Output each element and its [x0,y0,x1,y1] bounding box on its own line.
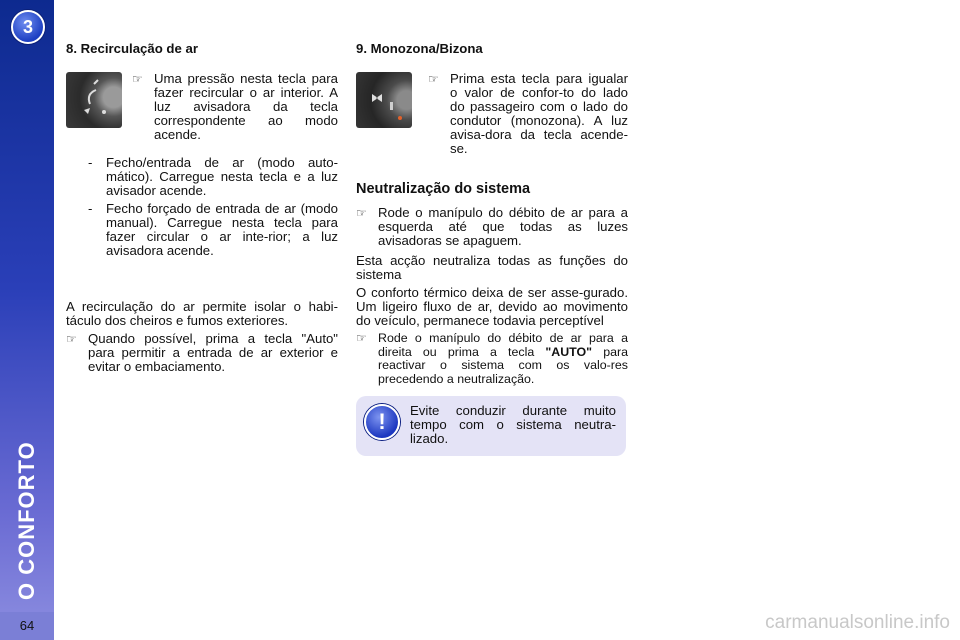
section-heading-recirculation: 8. Recirculação de ar [66,41,198,56]
section-heading-neutralization: Neutralização do sistema [356,181,531,197]
recirculation-note: A recirculação do ar permite isolar o habi-táculo dos cheiros e fumos exteriores. [66,299,338,328]
chapter-title: O CONFORTO [14,441,39,600]
auto-advice-text: Quando possível, prima a tecla "Auto" para permitir a entrada de ar exterior e evitar o embaciamento. [88,331,338,374]
reactivate-text-part-2: para reactivar o sistema com os valo-res precedendo a neutralização. [378,344,628,386]
left-column [66,42,338,374]
list-item-text: Fecho forçado de entrada de ar (modo manual). Carregue nesta tecla para fazer circular o ar inte-rior; a luz avisadora acende. [106,201,338,258]
monozone-instruction: Prima esta tecla para igualar o valor de confor-to do lado do passageiro com o lado do condutor (monozona). A luz avisa-dora da tecla acende-se. [450,71,628,156]
pointer-hand-icon: ☞ [356,331,367,345]
neutralize-step-text: Rode o manípulo do débito de ar para a esquerda até que todas as luzes avisadoras se apaguem. [378,205,628,248]
right-column [356,42,628,386]
thermal-comfort-text: O conforto térmico deixa de ser asse-gurado. Um ligeiro fluxo de ar, devido ao movimento do veículo, permanece todavia perceptível [356,285,628,328]
pointer-hand-icon: ☞ [356,206,367,220]
recirculation-modes-list [88,156,338,258]
exclamation-icon: ! [364,404,400,440]
chapter-sidebar [0,0,54,640]
chapter-number-badge: 3 [11,10,45,44]
dash-marker: - [88,155,93,170]
dash-marker: - [88,201,93,216]
auto-key-label: "AUTO" [545,344,593,359]
list-item [88,202,338,258]
warning-text: Evite conduzir durante muito tempo com o sistema neutra-lizado. [410,403,616,446]
page-number: 64 [0,612,54,640]
neutralize-step [356,206,628,248]
reactivate-step [356,332,628,386]
pointer-hand-icon: ☞ [132,72,143,86]
pointer-hand-icon: ☞ [428,72,439,86]
recirculation-control-photo [66,72,122,128]
auto-advice-item [66,332,338,374]
monozone-control-photo [356,72,412,128]
list-item-text: Fecho/entrada de ar (modo auto-mático). Carregue nesta tecla e a luz avisador acende. [106,155,338,198]
pointer-hand-icon: ☞ [66,332,77,346]
section-heading-monozone: 9. Monozona/Bizona [356,41,483,56]
neutralize-effect-text: Esta acção neutraliza todas as funções do sistema [356,253,628,282]
list-item [88,156,338,198]
reactivate-text-part-1: Rode o manípulo do débito de ar para a direita ou prima a tecla [378,331,628,359]
recirculation-instruction: Uma pressão nesta tecla para fazer recircular o ar interior. A luz avisadora da tecla correspondente ao modo acende. [154,71,338,142]
recirculation-item [66,72,338,142]
monozone-item [356,72,628,156]
watermark: carmanualsonline.info [765,612,950,633]
reactivate-step-text [378,332,628,386]
warning-box [356,396,626,456]
